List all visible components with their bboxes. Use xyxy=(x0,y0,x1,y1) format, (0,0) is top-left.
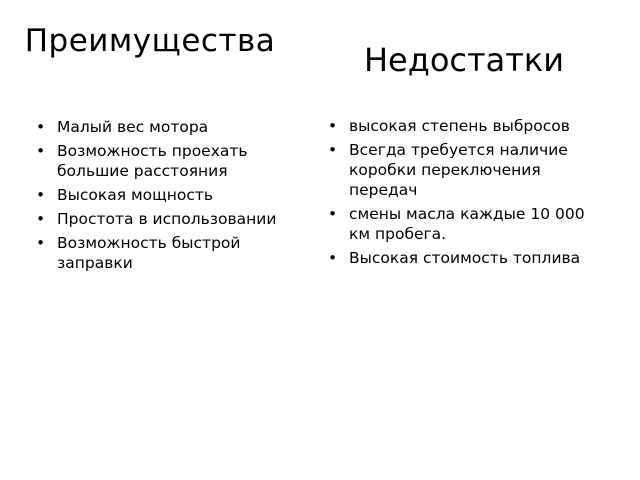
list-item xyxy=(34,185,314,205)
list-item-text: Возможность быстрой заправки xyxy=(57,234,241,272)
bullet-icon: • xyxy=(328,141,338,159)
advantages-title: Преимущества xyxy=(24,23,276,59)
bullet-icon: • xyxy=(36,142,46,160)
list-item xyxy=(326,204,606,244)
list-item-text: Высокая стоимость топлива xyxy=(349,249,581,267)
list-item xyxy=(34,141,314,181)
bullet-icon: • xyxy=(328,205,338,223)
list-item-text: Высокая мощность xyxy=(57,186,214,204)
bullet-icon: • xyxy=(36,118,46,136)
list-item xyxy=(34,117,314,137)
bullet-icon: • xyxy=(36,210,46,228)
list-item xyxy=(326,248,606,268)
list-item xyxy=(34,233,314,273)
list-item-text: Всегда требуется наличие коробки переключения передач xyxy=(349,141,568,199)
bullet-icon: • xyxy=(328,249,338,267)
list-item-text: высокая степень выбросов xyxy=(349,117,570,135)
list-item-text: Простота в использовании xyxy=(57,210,277,228)
bullet-icon: • xyxy=(328,117,338,135)
disadvantages-title: Недостатки xyxy=(363,41,565,79)
list-item-text: смены масла каждые 10 000 км пробега. xyxy=(349,205,585,243)
bullet-icon: • xyxy=(36,234,46,252)
advantages-list xyxy=(34,117,314,277)
list-item xyxy=(326,140,606,200)
list-item-text: Малый вес мотора xyxy=(57,118,209,136)
list-item-text: Возможность проехать большие расстояния xyxy=(57,142,248,180)
bullet-icon: • xyxy=(36,186,46,204)
disadvantages-list xyxy=(326,116,606,272)
list-item xyxy=(34,209,314,229)
list-item xyxy=(326,116,606,136)
